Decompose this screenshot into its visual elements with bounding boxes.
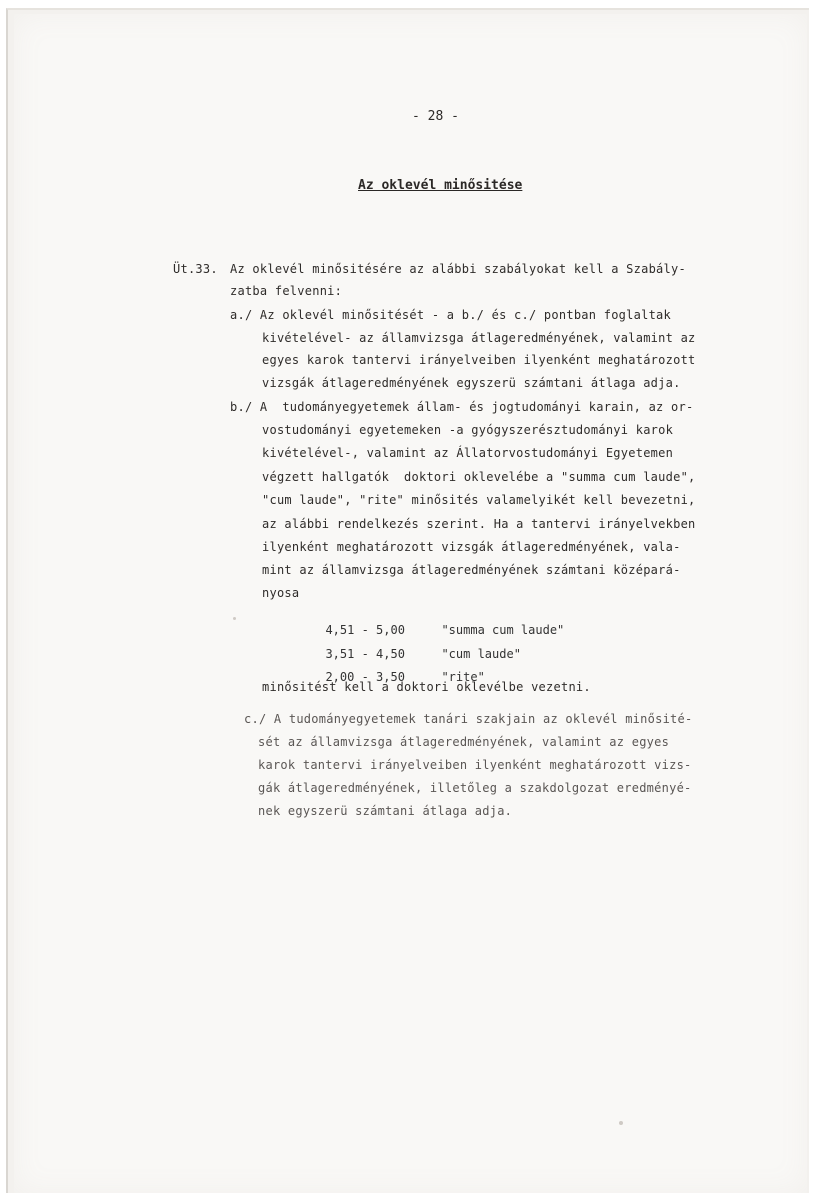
para-b-line-5: "cum laude", "rite" minősités valamelyikét kell bevezetni, — [262, 493, 696, 507]
para-c-line-5: nek egyszerü számtani átlaga adja. — [258, 804, 513, 818]
para-b-line-4: végzett hallgatók doktori oklevelébe a "summa cum laude", — [262, 470, 696, 484]
para-c-line-4: gák átlageredményének, illetőleg a szakdolgozat eredményé- — [258, 781, 692, 795]
para-b-line-2: vostudományi egyetemeken -a gyógyszerésztudományi karok — [262, 423, 674, 437]
para-a-line-4: vizsgák átlageredményének egyszerü számtani átlaga adja. — [262, 376, 681, 390]
page-number: - 28 - — [412, 109, 459, 124]
para-b-line-6: az alábbi rendelkezés szerint. Ha a tantervi irányelvekben — [262, 517, 696, 531]
intro-line-2: zatba felvenni: — [230, 284, 343, 298]
section-label: Üt.33. — [173, 262, 218, 276]
grade-label: "cum laude" — [441, 647, 521, 661]
para-c-line-2: sét az államvizsga átlageredményének, valamint az egyes — [258, 735, 670, 749]
para-a-line-2: kivételével- az államvizsga átlageredményének, valamint az — [262, 331, 696, 345]
scan-speck — [233, 617, 236, 620]
para-c-line-1: c./ A tudományegyetemek tanári szakjain az oklevél minősité- — [244, 712, 693, 726]
para-c-line-3: karok tantervi irányelveiben ilyenként meghatározott vizs- — [258, 758, 692, 772]
para-b-line-8: mint az államvizsga átlageredményének számtani középará- — [262, 563, 681, 577]
para-b-conclusion: minősitést kell a doktori oklevélbe vezetni. — [262, 680, 591, 694]
para-b-line-1: b./ A tudományegyetemek állam- és jogtudományi karain, az or- — [230, 400, 694, 414]
para-a-line-1: a./ Az oklevél minősitését - a b./ és c./ pontban foglaltak — [230, 308, 672, 322]
para-b-line-3: kivételével-, valamint az Állatorvostudományi Egyetemen — [262, 446, 674, 460]
grade-label: "summa cum laude" — [441, 623, 565, 637]
section-heading: Az oklevél minősitése — [358, 178, 523, 193]
grade-range: 3,51 - 4,50 — [325, 647, 405, 661]
grade-label: "rite" — [441, 670, 485, 684]
intro-line-1: Az oklevél minősitésére az alábbi szabályokat kell a Szabály- — [230, 262, 686, 276]
para-b-line-9: nyosa — [262, 586, 300, 600]
grade-range: 2,00 - 3,50 — [325, 670, 405, 684]
para-b-line-7: ilyenként meghatározott vizsgák átlageredményének, vala- — [262, 540, 681, 554]
para-a-line-3: egyes karok tantervi irányelveiben ilyenként meghatározott — [262, 353, 696, 367]
scan-speck — [619, 1121, 623, 1125]
grade-range: 4,51 - 5,00 — [325, 623, 405, 637]
